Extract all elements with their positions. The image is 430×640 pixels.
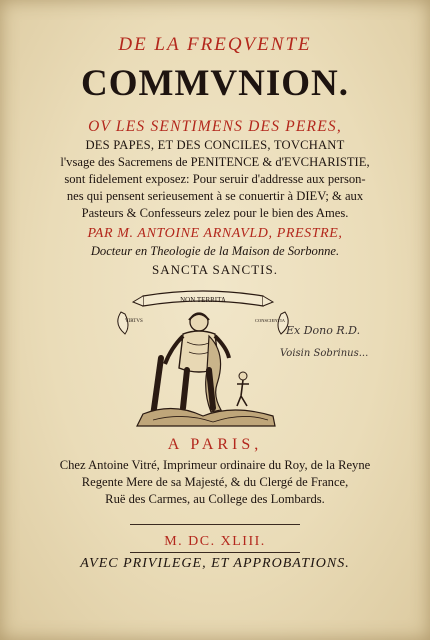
title-line-2: COMMVNION. <box>81 63 349 104</box>
divider-bottom <box>130 552 300 553</box>
privilege-line: AVEC PRIVILEGE, ET APPROBATIONS. <box>80 556 350 571</box>
body-line-2: l'vsage des Sacremens de PENITENCE & d'EVCHARISTIE, <box>60 155 370 169</box>
author-line: PAR M. ANTOINE ARNAVLD, PRESTRE, <box>87 226 343 241</box>
author-title: Docteur en Theologie de la Maison de Sorbonne. <box>90 244 340 258</box>
imprint-line-1: Chez Antoine Vitré, Imprimeur ordinaire du Roy, de la Reyne <box>59 458 371 472</box>
hercules-woodcut-icon <box>103 284 303 434</box>
banner-text: NON TERRITA <box>180 296 226 304</box>
body-line-1: DES PAPES, ET DES CONCILES, TOVCHANT <box>85 138 345 152</box>
subtitle: OV LES SENTIMENS DES PERES, <box>88 118 342 135</box>
divider-top <box>130 524 300 525</box>
imprint-city: A PARIS, <box>167 436 263 453</box>
inscription-line-2: Voisin Sobrinus... <box>280 348 369 359</box>
imprint-line-3: Ruë des Carmes, au College des Lombards. <box>105 492 325 506</box>
left-label: VIRTVS <box>125 319 143 324</box>
body-line-5: Pasteurs & Confesseurs zelez pour le bien des Ames. <box>81 206 349 220</box>
body-line-3: sont fidelement exposez: Pour seruir d'addresse aux person- <box>64 172 366 186</box>
handwritten-inscription <box>278 318 418 366</box>
title-line-1: DE LA FREQVENTE <box>118 34 312 55</box>
right-label: CONSCIENTIA <box>255 318 285 323</box>
inscription-line-1: Ex Dono R.D. <box>286 324 361 337</box>
imprint-line-2: Regente Mere de sa Majesté, & du Clergé de France, <box>81 475 349 489</box>
publication-year: M. DC. XLIII. <box>164 534 266 549</box>
motto: SANCTA SANCTIS. <box>152 262 278 277</box>
body-line-4: nes qui pensent serieusement à se conuertir à DIEV; & aux <box>66 189 364 203</box>
